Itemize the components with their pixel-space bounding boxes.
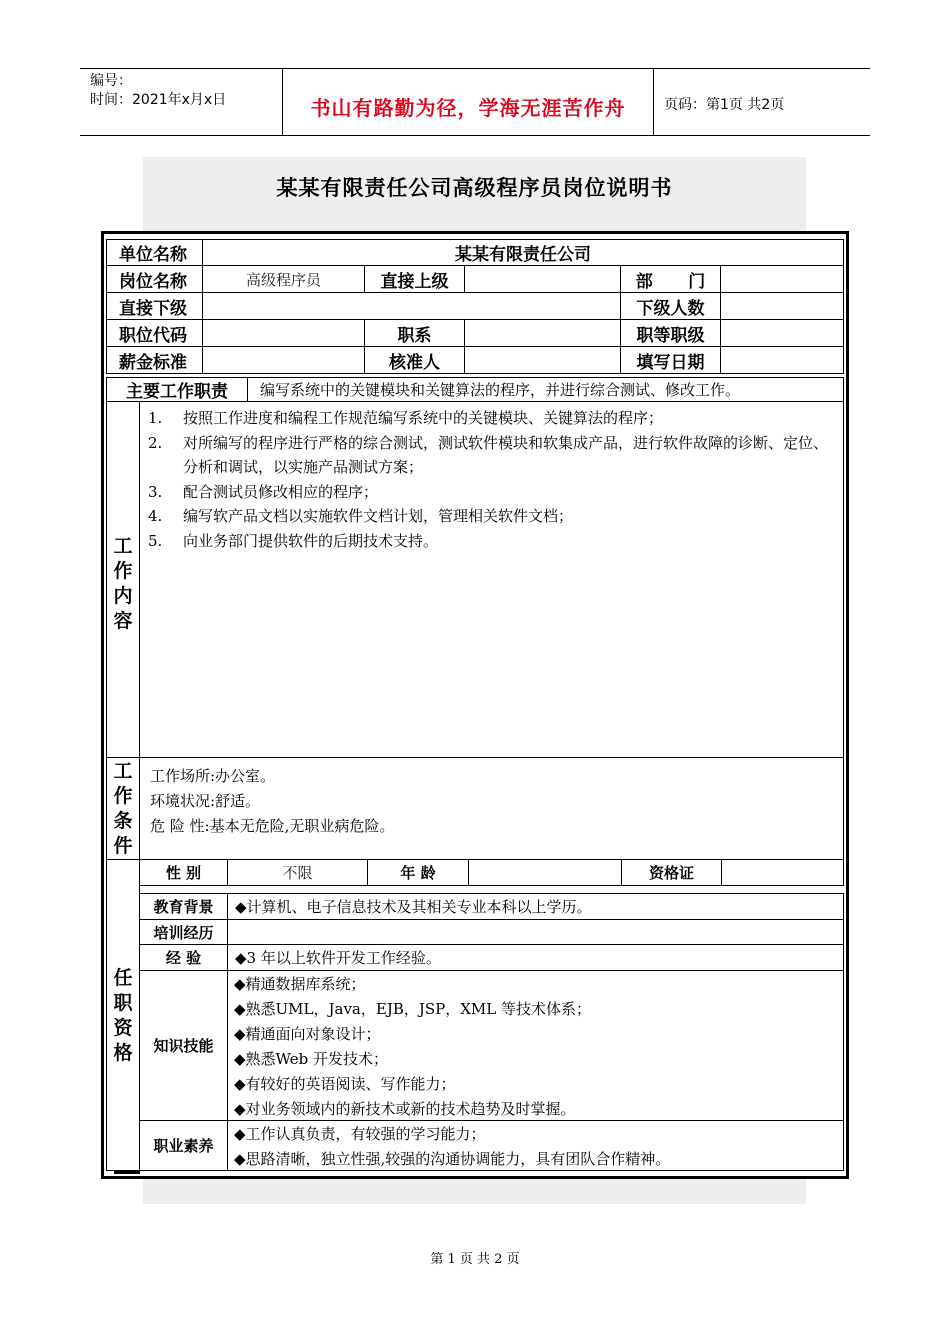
position-name-value: 高级程序员 xyxy=(202,265,365,293)
unit-name-value: 某某有限责任公司 xyxy=(202,239,844,266)
list-item: ◆熟悉Web 开发技术； xyxy=(234,1050,388,1068)
approver-value xyxy=(464,346,621,374)
work-content-label-cell xyxy=(106,401,140,758)
experience-label: 经 验 xyxy=(139,944,228,971)
list-item: ◆熟悉UML，Java，EJB，JSP，XML 等技术体系； xyxy=(234,1000,592,1018)
qualifications-label: 任职资格 xyxy=(113,967,133,1064)
direct-superior-label: 直接上级 xyxy=(364,265,465,293)
quality-list xyxy=(234,1122,670,1172)
number-label: 编号： xyxy=(90,73,132,89)
document-title: 某某有限责任公司高级程序员岗位说明书 xyxy=(276,176,673,200)
education-value: ◆计算机、电子信息技术及其相关专业本科以上学历。 xyxy=(227,893,844,920)
job-grade-label: 职等职级 xyxy=(620,319,721,347)
list-item: 环境状况:舒适。 xyxy=(150,792,261,810)
header-divider xyxy=(653,68,654,136)
skills-label: 知识技能 xyxy=(139,970,228,1121)
approver-label: 核准人 xyxy=(364,346,465,374)
list-item: ◆对业务领域内的新技术或新的技术趋势及时掌握。 xyxy=(234,1100,576,1118)
age-label: 年 龄 xyxy=(367,859,469,886)
subordinate-count-value xyxy=(720,292,844,320)
condition-lines xyxy=(150,764,394,839)
work-content-label: 工作内容 xyxy=(113,535,133,632)
list-item: ◆思路清晰，独立性强,较强的沟通协调能力，具有团队合作精神。 xyxy=(234,1150,671,1168)
gender-value: 不限 xyxy=(227,859,368,886)
fill-date-value xyxy=(720,346,844,374)
qualifications-label-cell xyxy=(106,859,140,1171)
list-item: ◆精通面向对象设计； xyxy=(234,1025,381,1043)
header-motto: 书山有路勤为径，学海无涯苦作舟 xyxy=(310,96,626,120)
header-page-info: 页码：第1页 共2页 xyxy=(664,97,785,113)
training-value xyxy=(227,919,844,945)
time-label: 时间：2021年x月x日 xyxy=(90,92,227,108)
subordinate-count-label: 下级人数 xyxy=(620,292,721,320)
experience-value: ◆3 年以上软件开发工作经验。 xyxy=(227,944,844,971)
job-series-value xyxy=(464,319,621,347)
department-label: 部 门 xyxy=(620,265,721,293)
list-item: ◆工作认真负责，有较强的学习能力； xyxy=(234,1125,486,1143)
list-item: 1. 按照工作进度和编程工作规范编写系统中的关键模块、关键算法的程序； xyxy=(148,409,664,427)
position-code-value xyxy=(202,319,365,347)
list-item: 工作场所:办公室。 xyxy=(150,767,276,785)
salary-standard-label: 薪金标准 xyxy=(106,346,203,374)
duty-list xyxy=(148,406,840,553)
list-item: 危 险 性:基本无危险,无职业病危险。 xyxy=(150,817,395,835)
position-code-label: 职位代码 xyxy=(106,319,203,347)
training-label: 培训经历 xyxy=(139,919,228,945)
position-name-label: 岗位名称 xyxy=(106,265,203,293)
salary-standard-value xyxy=(202,346,365,374)
list-item: 3. 配合测试员修改相应的程序； xyxy=(148,482,379,501)
list-item: 4. 编写软产品文档以实施软件文档计划，管理相关软件文档； xyxy=(148,507,574,525)
page-footer: 第 1 页 共 2 页 xyxy=(430,1252,520,1267)
job-grade-value xyxy=(720,319,844,347)
department-value xyxy=(720,265,844,293)
direct-subordinate-label: 直接下级 xyxy=(106,292,203,320)
job-series-label: 职系 xyxy=(364,319,465,347)
list-item: 2. 对所编写的程序进行严格的综合测试，测试软件模块和软集成产品，进行软件故障的诊断、定位、分析和调试，以实施产品测试方案； xyxy=(148,433,829,476)
table-end-mark xyxy=(114,1171,140,1174)
skills-list xyxy=(234,972,591,1122)
education-label: 教育背景 xyxy=(139,893,228,920)
fill-date-label: 填写日期 xyxy=(620,346,721,374)
header-meta xyxy=(90,72,226,110)
main-duties-value: 编写系统中的关键模块和关键算法的程序，并进行综合测试、修改工作。 xyxy=(247,377,844,402)
certificate-label: 资格证 xyxy=(621,859,722,886)
main-duties-label: 主要工作职责 xyxy=(106,377,248,402)
direct-subordinate-value xyxy=(202,292,621,320)
work-conditions-label-cell xyxy=(106,757,140,860)
list-item: 5. 向业务部门提供软件的后期技术支持。 xyxy=(148,531,439,550)
work-conditions-label: 工作条件 xyxy=(113,760,133,857)
header-bottom-rule xyxy=(80,135,870,136)
list-item: ◆精通数据库系统； xyxy=(234,975,366,993)
age-value xyxy=(468,859,622,886)
unit-name-label: 单位名称 xyxy=(106,239,203,266)
certificate-value xyxy=(721,859,844,886)
gender-label: 性 别 xyxy=(139,859,228,886)
header-top-rule xyxy=(80,68,870,69)
quality-label: 职业素养 xyxy=(139,1120,228,1171)
direct-superior-value xyxy=(464,265,621,293)
list-item: ◆有较好的英语阅读、写作能力； xyxy=(234,1075,456,1093)
bottom-band xyxy=(143,1179,806,1204)
